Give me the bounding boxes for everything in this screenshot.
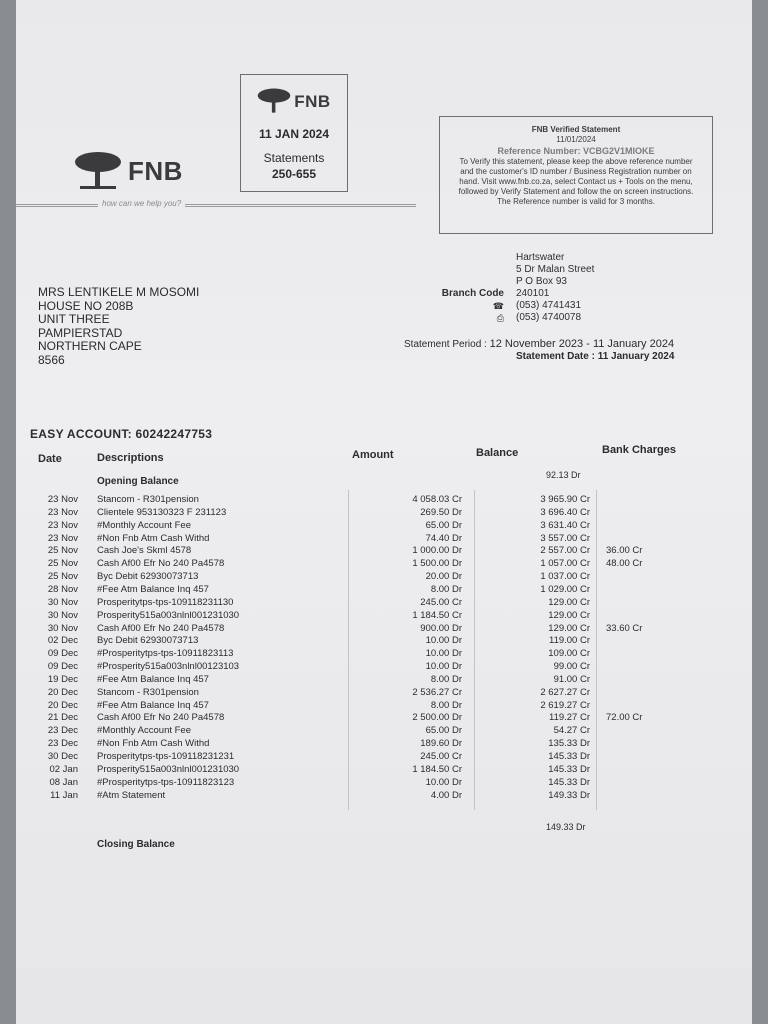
- stamp-logo: [241, 87, 347, 117]
- transaction-description: Prosperitytps-tps-109118231130: [97, 596, 234, 608]
- transaction-amount: 189.60 Dr: [420, 738, 462, 750]
- address-line: NORTHERN CAPE: [38, 339, 142, 353]
- tagline-rule: [16, 199, 416, 213]
- transaction-description: #Fee Atm Balance Inq 457: [97, 673, 209, 685]
- transaction-row: [16, 712, 752, 725]
- transaction-date: 09 Dec: [47, 661, 78, 673]
- transaction-description: Prosperity515a003nlnl001231030: [97, 609, 240, 621]
- transaction-row: [16, 623, 752, 636]
- transaction-balance: 3 557.00 Cr: [540, 532, 590, 544]
- transaction-balance: 119.00 Cr: [548, 635, 590, 647]
- transaction-balance: 119.27 Cr: [548, 712, 590, 724]
- transaction-row: [16, 520, 752, 533]
- transaction-bank-charge: 48.00 Cr: [606, 558, 643, 570]
- transaction-row: [16, 494, 752, 507]
- transaction-amount: 8.00 Dr: [430, 673, 462, 685]
- fax-icon: ⎙: [496, 313, 504, 323]
- opening-balance-label: Opening Balance: [97, 476, 179, 487]
- transaction-amount: 1 184.50 Cr: [412, 763, 462, 775]
- transaction-row: [16, 597, 752, 610]
- transaction-balance: 54.27 Cr: [553, 725, 590, 737]
- transaction-amount: 4.00 Dr: [430, 789, 462, 801]
- closing-balance-value: 149.33 Dr: [546, 822, 586, 832]
- transaction-date: 30 Dec: [47, 751, 78, 762]
- transaction-date: 23 Nov: [47, 532, 78, 544]
- transaction-date: 25 Nov: [47, 545, 78, 557]
- statement-date-label: Statement Date :: [516, 351, 595, 362]
- transaction-balance: 99.00 Cr: [553, 661, 590, 673]
- stamp-label: Statements: [263, 151, 325, 165]
- transaction-balance: 145.33 Dr: [548, 776, 590, 788]
- transaction-balance: 135.33 Dr: [548, 738, 590, 750]
- transaction-row: [16, 545, 752, 558]
- statement-period-label: Statement Period :: [404, 339, 487, 350]
- transaction-description: #Prosperity515a003nlnl00123103: [97, 661, 240, 673]
- date-stamp: [240, 74, 348, 192]
- transaction-balance: 1 029.00 Cr: [540, 583, 590, 595]
- transaction-date: 23 Nov: [47, 494, 78, 505]
- transaction-amount: 1 184.50 Cr: [412, 609, 462, 621]
- transaction-balance: 145.33 Dr: [548, 763, 590, 775]
- transaction-date: 28 Nov: [47, 583, 78, 595]
- transaction-row: [16, 507, 752, 520]
- column-amount: Amount: [352, 449, 394, 461]
- transaction-description: Clientele 953130323 F 231123: [97, 506, 227, 518]
- transaction-description: Stancom - R301pension: [97, 494, 199, 505]
- branch-code: 240101: [516, 288, 550, 299]
- transaction-amount: 2 500.00 Dr: [412, 712, 462, 724]
- transaction-balance: 2 557.00 Cr: [540, 545, 590, 557]
- customer-address: [38, 286, 199, 367]
- transaction-description: #Atm Statement: [97, 789, 166, 801]
- branch-details: [428, 252, 594, 324]
- transaction-amount: 10.00 Dr: [425, 635, 462, 647]
- transaction-description: Prosperitytps-tps-109118231231: [97, 751, 235, 762]
- transaction-row: [16, 571, 752, 584]
- transaction-date: 11 Jan: [50, 789, 78, 801]
- transaction-bank-charge: 36.00 Cr: [606, 545, 643, 557]
- transaction-balance: 129.00 Cr: [548, 596, 590, 608]
- verify-reference: Reference Number: VCBG2V1MIOKE: [497, 146, 655, 156]
- verify-instructions: To Verify this statement, please keep the above reference number and the customer's ID number / Business Registration number on hand. Visit www.fnb.co.za, select Contact us + Tools on the menu, followed by Verify Statement and follow the on screen instructions. The Reference number is valid for 3 months.: [458, 157, 694, 206]
- address-line: 8566: [38, 352, 65, 367]
- verified-statement-box: [439, 116, 713, 234]
- transaction-amount: 1 500.00 Dr: [412, 558, 462, 570]
- transaction-date: 20 Dec: [47, 686, 78, 698]
- transaction-balance: 109.00 Cr: [548, 648, 590, 660]
- transaction-balance: 129.00 Cr: [548, 622, 590, 634]
- transaction-date: 02 Jan: [49, 763, 78, 775]
- transaction-amount: 4 058.03 Cr: [412, 494, 462, 505]
- stamp-number: 250-655: [271, 167, 317, 181]
- transaction-amount: 65.00 Dr: [425, 519, 462, 531]
- address-line: PAMPIERSTAD: [38, 325, 123, 340]
- column-descriptions: Descriptions: [97, 452, 164, 464]
- transaction-bank-charge: 72.00 Cr: [606, 712, 643, 724]
- transaction-row: [16, 790, 752, 803]
- transaction-row: [16, 777, 752, 790]
- stamp-brand: FNB: [294, 92, 331, 111]
- fnb-brand-text: FNB: [128, 155, 183, 186]
- transaction-amount: 10.00 Dr: [425, 661, 462, 673]
- transaction-row: [16, 700, 752, 713]
- fnb-tree-icon: [257, 87, 291, 117]
- transaction-amount: 74.40 Dr: [425, 532, 462, 544]
- closing-balance-label: Closing Balance: [97, 839, 175, 850]
- transaction-row: [16, 635, 752, 648]
- transaction-row: [16, 674, 752, 687]
- transaction-balance: 3 696.40 Cr: [540, 506, 590, 518]
- transaction-date: 23 Dec: [47, 725, 78, 737]
- transaction-description: #Monthly Account Fee: [97, 725, 191, 737]
- transaction-amount: 2 536.27 Cr: [412, 686, 462, 698]
- address-line: MRS LENTIKELE M MOSOMI: [38, 285, 200, 299]
- branch-address-line: Hartswater: [516, 252, 565, 263]
- transaction-balance: 1 057.00 Cr: [540, 558, 590, 570]
- transaction-amount: 269.50 Dr: [420, 506, 462, 518]
- transaction-row: [16, 610, 752, 623]
- transaction-amount: 8.00 Dr: [430, 699, 462, 711]
- account-title: EASY ACCOUNT: 60242247753: [30, 427, 213, 441]
- statement-period: 12 November 2023 - 11 January 2024: [489, 338, 675, 350]
- transaction-date: 25 Nov: [47, 558, 78, 570]
- transaction-balance: 145.33 Dr: [548, 751, 590, 762]
- transaction-date: 23 Dec: [47, 738, 78, 750]
- transaction-description: #Prosperitytps-tps-10911823123: [97, 776, 235, 788]
- address-line: HOUSE NO 208B: [38, 298, 134, 313]
- transaction-description: Cash Joe's Skml 4578: [97, 545, 192, 557]
- transaction-row: [16, 764, 752, 777]
- transaction-balance: 91.00 Cr: [553, 673, 590, 685]
- address-line: UNIT THREE: [38, 312, 110, 326]
- transaction-description: Cash Af00 Efr No 240 Pa4578: [97, 622, 225, 634]
- transaction-description: #Non Fnb Atm Cash Withd: [97, 738, 210, 750]
- branch-address-line: 5 Dr Malan Street: [516, 264, 595, 275]
- transaction-date: 30 Nov: [47, 596, 78, 608]
- verify-title: FNB Verified Statement: [531, 125, 621, 134]
- transaction-amount: 8.00 Dr: [430, 583, 462, 595]
- statement-page: [16, 0, 752, 1024]
- telephone-icon: ☎: [492, 301, 504, 311]
- transaction-description: #Non Fnb Atm Cash Withd: [97, 532, 210, 544]
- transaction-balance: 129.00 Cr: [548, 609, 590, 621]
- transaction-description: Cash Af00 Efr No 240 Pa4578: [97, 712, 225, 724]
- transaction-date: 21 Dec: [47, 712, 78, 724]
- transaction-description: #Fee Atm Balance Inq 457: [97, 583, 209, 595]
- transaction-date: 19 Dec: [47, 673, 78, 685]
- fnb-logo: [74, 150, 183, 192]
- transaction-row: [16, 661, 752, 674]
- transaction-date: 08 Jan: [49, 776, 78, 788]
- column-date: Date: [38, 453, 62, 465]
- transaction-balance: 1 037.00 Cr: [540, 571, 590, 583]
- transaction-amount: 10.00 Dr: [425, 648, 462, 660]
- transaction-description: Prosperity515a003nlnl001231030: [97, 763, 240, 775]
- transaction-row: [16, 558, 752, 571]
- branch-fax: (053) 4740078: [516, 312, 582, 323]
- transaction-description: #Fee Atm Balance Inq 457: [97, 699, 209, 711]
- transaction-amount: 900.00 Dr: [420, 622, 462, 634]
- transaction-row: [16, 725, 752, 738]
- transaction-row: [16, 738, 752, 751]
- transaction-date: 30 Nov: [47, 622, 78, 634]
- transaction-description: #Prosperitytps-tps-10911823113: [97, 648, 234, 660]
- statement-date: 11 January 2024: [597, 351, 675, 362]
- tagline-text: how can we help you?: [98, 199, 185, 208]
- branch-phone: (053) 4741431: [516, 300, 582, 311]
- transaction-description: Stancom - R301pension: [97, 686, 199, 698]
- transaction-date: 30 Nov: [47, 609, 78, 621]
- transaction-date: 23 Nov: [47, 519, 78, 531]
- transaction-balance: 2 619.27 Cr: [540, 699, 590, 711]
- transaction-description: #Monthly Account Fee: [97, 519, 191, 531]
- transaction-row: [16, 687, 752, 700]
- transaction-amount: 245.00 Cr: [420, 751, 462, 762]
- stamp-date: 11 JAN 2024: [258, 127, 330, 141]
- transaction-row: [16, 751, 752, 764]
- statement-period-block: [404, 338, 674, 363]
- transaction-row: [16, 648, 752, 661]
- column-balance: Balance: [476, 447, 519, 459]
- transaction-date: 25 Nov: [47, 571, 78, 583]
- transaction-amount: 245.00 Cr: [420, 596, 462, 608]
- transaction-balance: 2 627.27 Cr: [540, 686, 590, 698]
- transaction-amount: 65.00 Dr: [425, 725, 462, 737]
- transaction-amount: 1 000.00 Dr: [412, 545, 462, 557]
- transaction-amount: 10.00 Dr: [425, 776, 462, 788]
- transaction-description: Cash Af00 Efr No 240 Pa4578: [97, 558, 225, 570]
- fnb-tree-icon: [74, 150, 122, 192]
- transaction-description: Byc Debit 62930073713: [97, 635, 199, 647]
- transaction-amount: 20.00 Dr: [425, 571, 462, 583]
- transaction-date: 02 Dec: [47, 635, 78, 647]
- transaction-date: 09 Dec: [47, 648, 78, 660]
- transaction-date: 23 Nov: [47, 506, 78, 518]
- column-bank-charges: Bank Charges: [602, 444, 676, 456]
- opening-balance-value: 92.13 Dr: [546, 470, 581, 480]
- branch-code-label: Branch Code: [441, 288, 504, 299]
- transaction-date: 20 Dec: [47, 699, 78, 711]
- branch-address-line: P O Box 93: [516, 276, 567, 287]
- transaction-balance: 3 631.40 Cr: [540, 519, 590, 531]
- transaction-description: Byc Debit 62930073713: [97, 571, 199, 583]
- verify-date: 11/01/2024: [556, 135, 596, 144]
- transaction-balance: 3 965.90 Cr: [540, 494, 590, 505]
- transaction-balance: 149.33 Dr: [548, 789, 590, 801]
- transaction-row: [16, 584, 752, 597]
- transaction-row: [16, 533, 752, 546]
- transaction-bank-charge: 33.60 Cr: [606, 622, 643, 634]
